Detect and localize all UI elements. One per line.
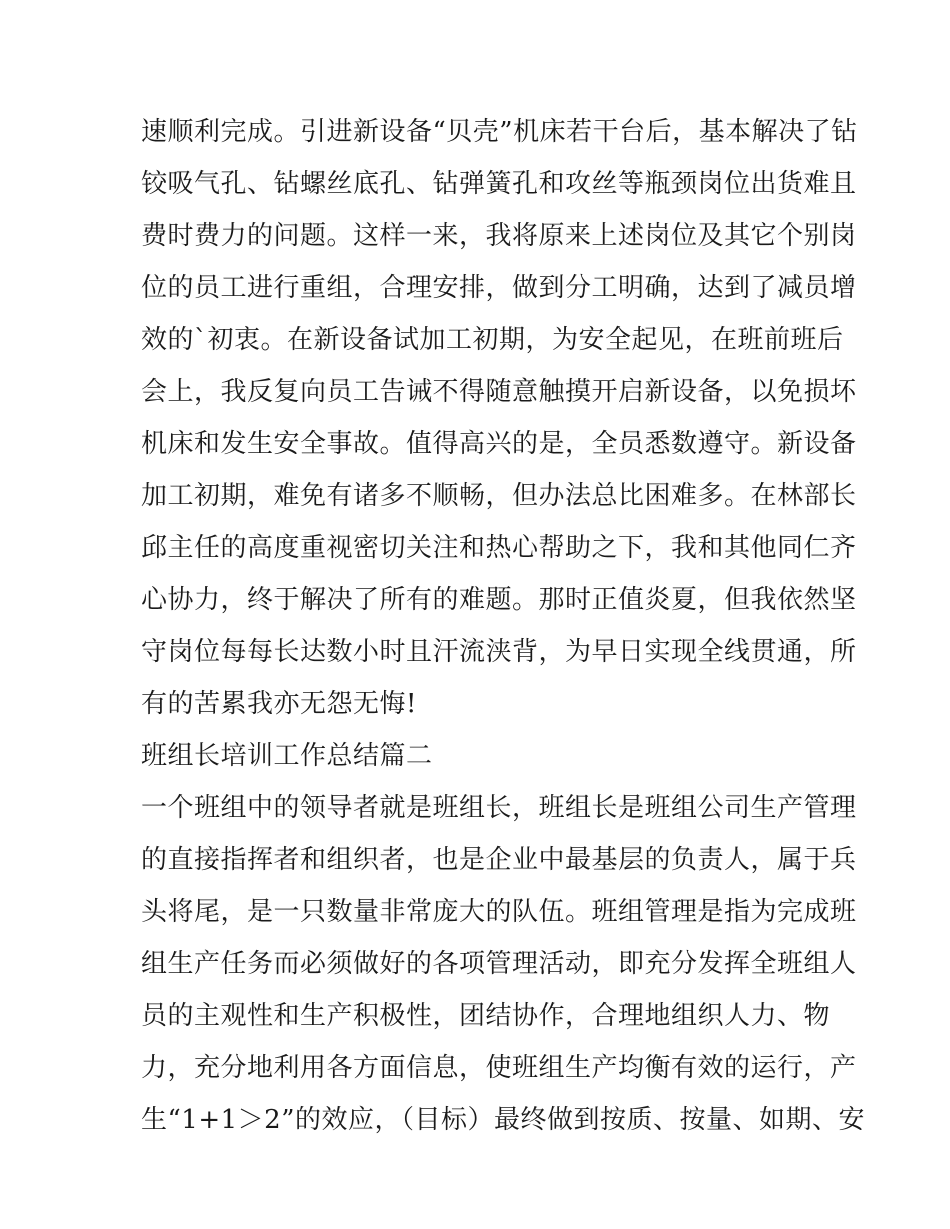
text-line: 心协力，终于解决了所有的难题。那时正值炎夏，但我依然坚 bbox=[141, 585, 857, 615]
text-line: 有的苦累我亦无怨无悔! bbox=[141, 689, 417, 719]
text-line: 一个班组中的领导者就是班组长，班组长是班组公司生产管理 bbox=[141, 793, 857, 823]
text-line: 位的员工进行重组，合理安排，做到分工明确，达到了减员增 bbox=[141, 273, 857, 303]
text-line: 邱主任的高度重视密切关注和热心帮助之下，我和其他同仁齐 bbox=[141, 533, 857, 563]
section-heading: 班组长培训工作总结篇二 bbox=[141, 741, 433, 771]
text-line: 铰吸气孔、钻螺丝底孔、钻弹簧孔和攻丝等瓶颈岗位出货难且 bbox=[141, 169, 857, 199]
text-line: 生“1+1＞2”的效应，（目标）最终做到按质、按量、如期、安 bbox=[141, 1105, 865, 1135]
text-line: 守岗位每每长达数小时且汗流浃背，为早日实现全线贯通，所 bbox=[141, 637, 857, 667]
text-line: 员的主观性和生产积极性，团结协作，合理地组织人力、物 bbox=[141, 1001, 831, 1031]
text-line: 速顺利完成。引进新设备“贝壳”机床若干台后，基本解决了钻 bbox=[141, 117, 858, 147]
text-line: 效的`初衷。在新设备试加工初期，为安全起见，在班前班后 bbox=[141, 325, 844, 355]
text-line: 会上，我反复向员工告诫不得随意触摸开启新设备，以免损坏 bbox=[141, 377, 857, 407]
text-line: 的直接指挥者和组织者，也是企业中最基层的负责人，属于兵 bbox=[141, 845, 857, 875]
text-line: 机床和发生安全事故。值得高兴的是，全员悉数遵守。新设备 bbox=[141, 429, 857, 459]
text-line: 费时费力的问题。这样一来，我将原来上述岗位及其它个别岗 bbox=[141, 221, 857, 251]
text-line: 加工初期，难免有诸多不顺畅，但办法总比困难多。在林部长 bbox=[141, 481, 857, 511]
text-line: 头将尾，是一只数量非常庞大的队伍。班组管理是指为完成班 bbox=[141, 897, 857, 927]
text-line: 组生产任务而必须做好的各项管理活动，即充分发挥全班组人 bbox=[141, 949, 857, 979]
body-text bbox=[141, 106, 865, 1146]
text-line: 力，充分地利用各方面信息，使班组生产均衡有效的运行，产 bbox=[141, 1053, 857, 1083]
